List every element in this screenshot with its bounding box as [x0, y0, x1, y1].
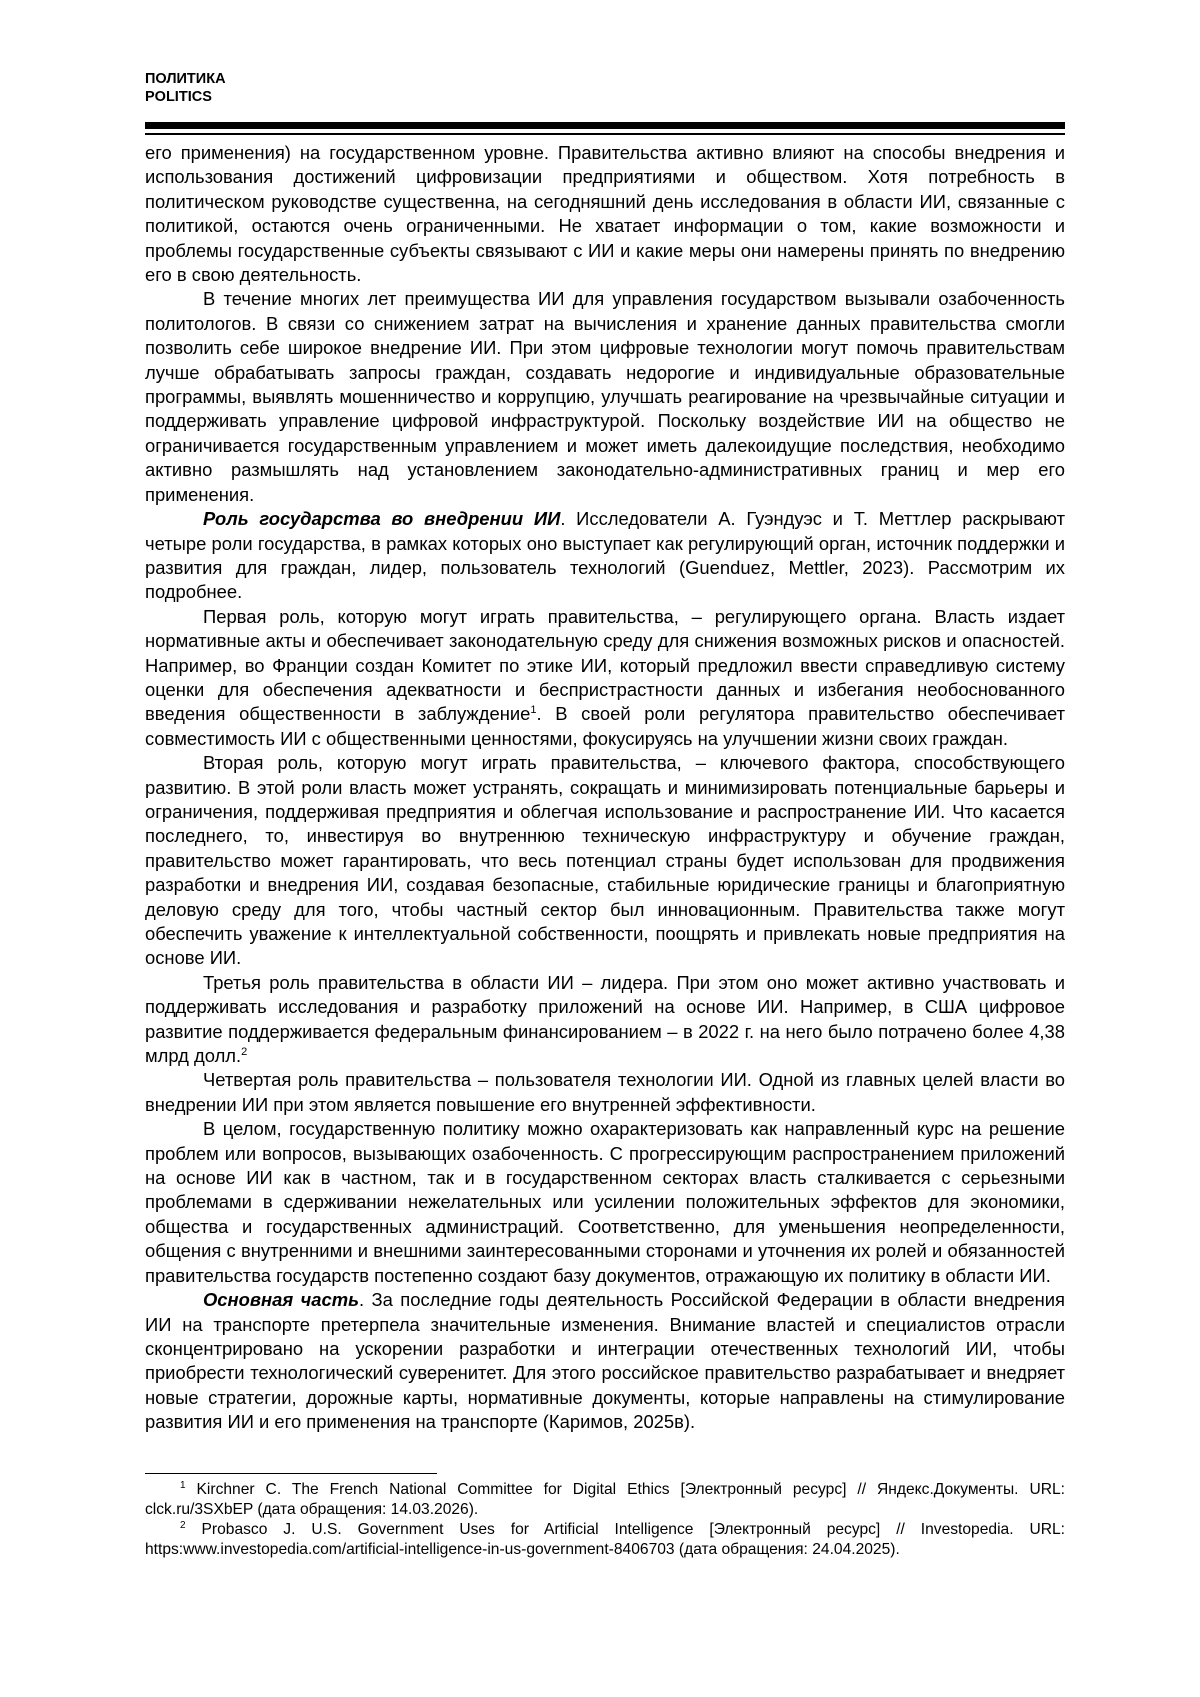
footnote-ref: 1	[530, 704, 537, 717]
paragraph	[145, 1288, 1065, 1434]
paragraph-text: . За последние годы деятельность Российской Федерации в области внедрения ИИ на транспорте претерпела значительные изменения. Внимание властей и специалистов отрасли сконцентрировано на ускорении разработки и интеграции отечественных технологий ИИ, чтобы приобрести технологический суверенитет. Для этого российское правительство разрабатывает и внедряет новые стратегии, дорожные карты, нормативные документы, которые направлены на стимулирование развития ИИ и его применения на транспорте (Каримов, 2025в).	[145, 1289, 1065, 1433]
footnote-text: Probasco J. U.S. Government Uses for Artificial Intelligence [Электронный ресурс] // Investopedia. URL: https:www.investopedia.com/artificial-intelligence-in-us-government-8406703 (дата обращения: 24.04.2025).	[145, 1521, 1065, 1558]
paragraph-text-cont: . В своей роли регулятора правительство обеспечивает совместимость ИИ с общественными ценностями, фокусируясь на улучшении жизни своих граждан.	[145, 703, 1066, 749]
article-body	[145, 141, 1065, 1435]
run-in-heading: Основная часть	[203, 1289, 360, 1311]
section-header	[145, 70, 226, 106]
paragraph	[145, 751, 1065, 971]
header-rule-thin	[145, 133, 1065, 135]
header-rule-thick	[145, 122, 1065, 129]
footnote	[145, 1520, 1065, 1560]
paragraph	[145, 141, 1065, 287]
paragraph	[145, 1068, 1065, 1117]
paragraph	[145, 605, 1065, 751]
section-title-ru: ПОЛИТИКА	[145, 71, 226, 87]
paragraph	[145, 1117, 1065, 1288]
paragraph-text: Третья роль правительства в области ИИ – лидера. При этом оно может активно участвовать и поддерживать исследования и разработку приложений на основе ИИ. Например, в США цифровое развитие поддерживается федеральным финансированием – в 2022 г. на него было потрачено более 4,38 млрд долл.	[145, 971, 1065, 1067]
paragraph-text: . Исследователи А. Гуэндуэс и Т. Меттлер раскрывают четыре роли государства, в рамках которых оно выступает как регулирующий орган, источник поддержки и развития для граждан, лидер, пользователь технологий (Guenduez, Mettler, 2023). Рассмотрим их подробнее.	[145, 508, 1065, 603]
footnote-ref: 2	[241, 1045, 248, 1058]
footnote-text: Kirchner C. The French National Committee for Digital Ethics [Электронный ресурс] // Яндекс.Документы. URL: clck.ru/3SXbEP (дата обращения: 14.03.2026).	[145, 1481, 1065, 1518]
paragraph-text: В целом, государственную политику можно охарактеризовать как направленный курс на решение проблем или вопросов, вызывающих озабоченность. С прогрессирующим распространением приложений на основе ИИ как в частном, так и в государственном секторах власть сталкивается с серьезными проблемами в сдерживании нежелательных или усилении положительных эффектов для экономики, общества и государственных администраций. Соответственно, для уменьшения неопределенности, общения с внутренними и внешними заинтересованными сторонами и уточнения их ролей и обязанностей правительства государств постепенно создают базу документов, отражающую их политику в области ИИ.	[145, 1118, 1065, 1286]
footnote	[145, 1480, 1065, 1520]
footnote-separator	[145, 1473, 437, 1474]
paragraph-text: его применения) на государственном уровне. Правительства активно влияют на способы внедрения и использования достижений цифровизации предприятиями и обществом. Хотя потребность в политическом руководстве существенна, на сегодняшний день исследования в области ИИ, связанные с политикой, остаются очень ограниченными. Не хватает информации о том, какие возможности и проблемы государственные субъекты связывают с ИИ и какие меры они намерены принять по внедрению его в свою деятельность.	[145, 142, 1065, 286]
run-in-heading: Роль государства во внедрении ИИ	[203, 508, 561, 530]
footnote-number: 2	[180, 1519, 186, 1531]
paragraph-text: Первая роль, которую могут играть правительства, – регулирующего органа. Власть издает нормативные акты и обеспечивает законодательную среду для снижения возможных рисков и опасностей. Например, во Франции создан Комитет по этике ИИ, который предложил ввести справедливую систему оценки для обеспечения адекватности и беспристрастности данных и избегания необоснованного введения общественности в заблуждение	[145, 605, 1065, 725]
footnotes	[145, 1480, 1065, 1560]
section-title-en: POLITICS	[145, 89, 212, 105]
paragraph	[145, 507, 1065, 605]
paragraph	[145, 287, 1065, 507]
paragraph-text: В течение многих лет преимущества ИИ для управления государством вызывали озабоченность политологов. В связи со снижением затрат на вычисления и хранение данных правительства смогли позволить себе широкое внедрение ИИ. При этом цифровые технологии могут помочь правительствам лучше обрабатывать запросы граждан, создавать недорогие и индивидуальные образовательные программы, выявлять мошенничество и коррупцию, улучшать реагирование на чрезвычайные ситуации и поддерживать управление цифровой инфраструктурой. Поскольку воздействие ИИ на общество не ограничивается государственным управлением и может иметь далекоидущие последствия, необходимо активно размышлять над установлением законодательно-административных границ и мер его применения.	[145, 288, 1065, 505]
paragraph	[145, 971, 1065, 1069]
footnote-number: 1	[180, 1479, 186, 1491]
paragraph-text: Вторая роль, которую могут играть правительства, – ключевого фактора, способствующего развитию. В этой роли власть может устранять, сокращать и минимизировать потенциальные барьеры и ограничения, поддерживая предприятия и облегчая использование и распространение ИИ. Что касается последнего, то, инвестируя во внутреннюю техническую инфраструктуру и обучение граждан, правительство может гарантировать, что весь потенциал страны будет использован для продвижения разработки и внедрения ИИ, создавая безопасные, стабильные юридические границы и благоприятную деловую среду для того, чтобы частный сектор был инновационным. Правительства также могут обеспечить уважение к интеллектуальной собственности, поощрять и привлекать новые предприятия на основе ИИ.	[145, 752, 1065, 969]
paragraph-text: Четвертая роль правительства – пользователя технологии ИИ. Одной из главных целей власти во внедрении ИИ при этом является повышение его внутренней эффективности.	[145, 1069, 1065, 1115]
